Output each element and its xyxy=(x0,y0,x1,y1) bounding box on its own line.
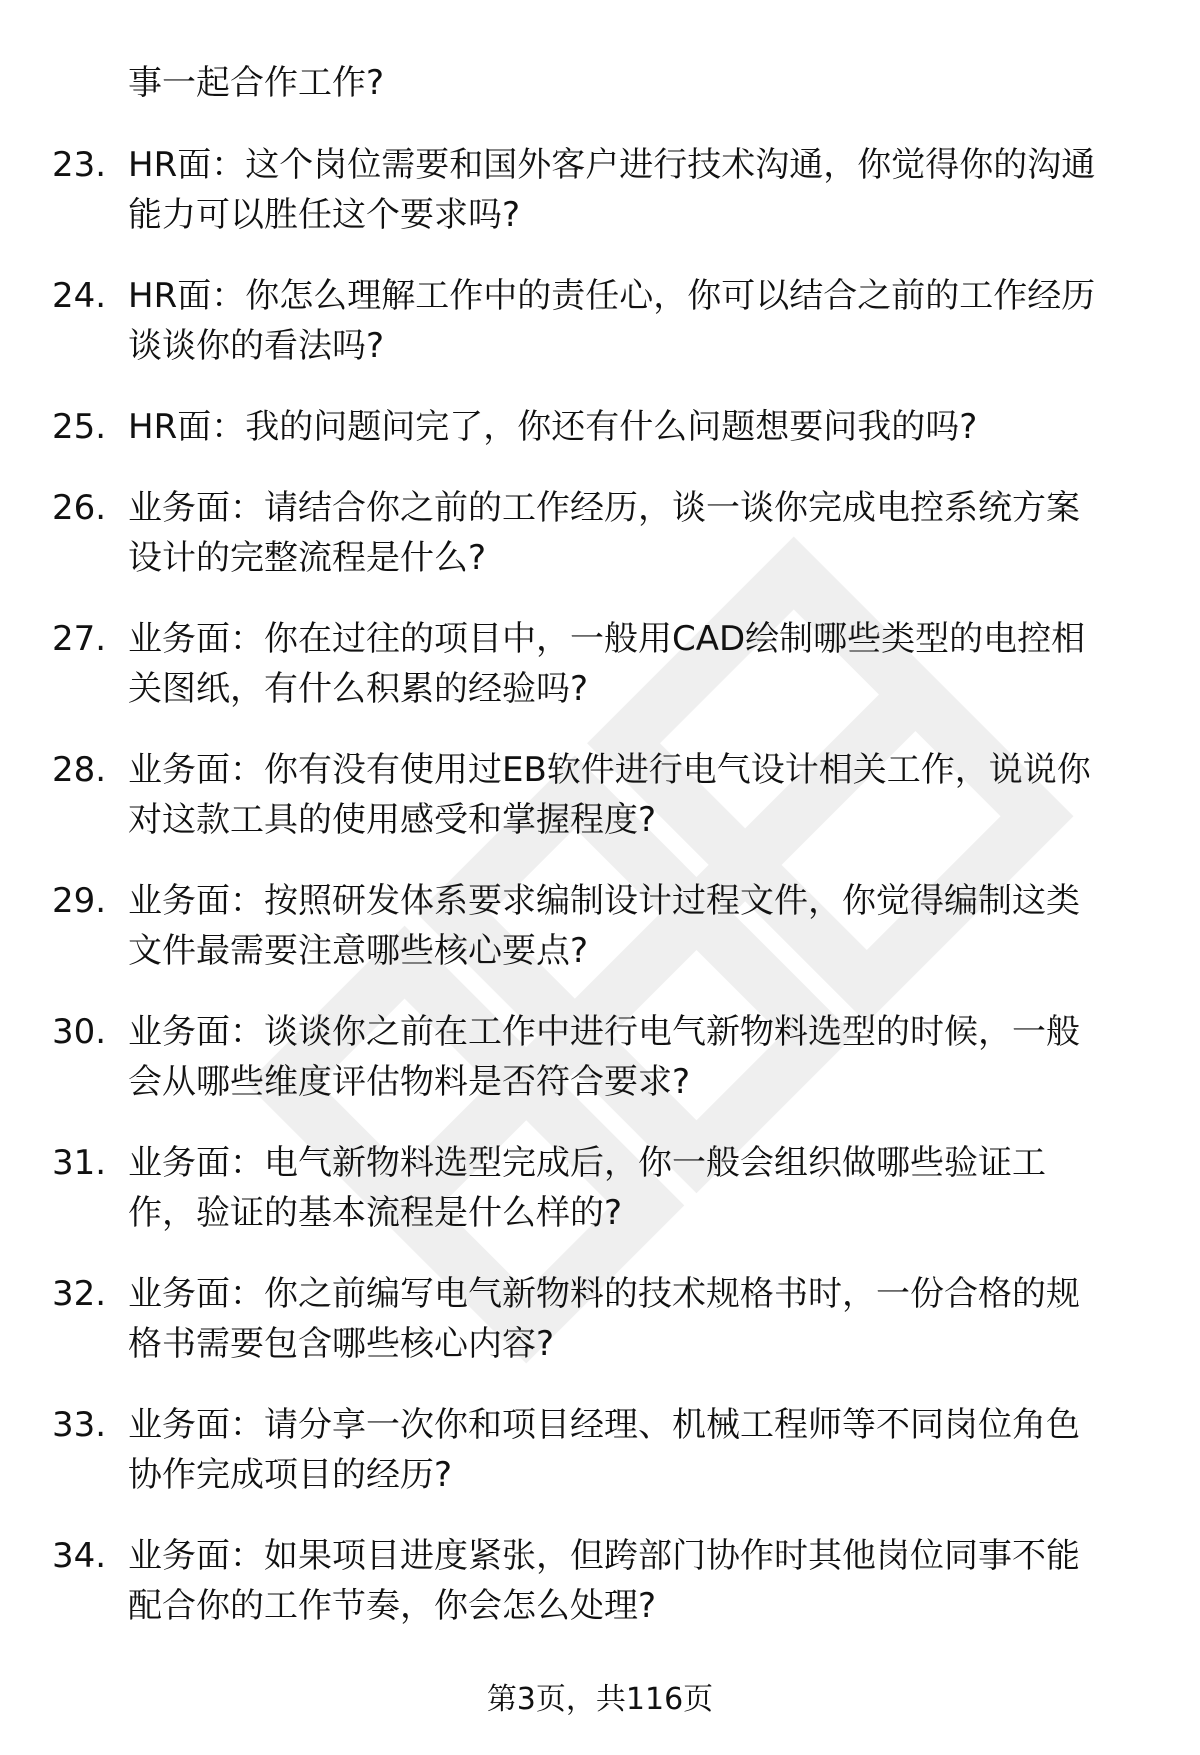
question-item xyxy=(0,1007,1200,1138)
question-text xyxy=(128,614,1158,714)
question-number: 30. xyxy=(52,1012,107,1052)
question-number: 29. xyxy=(52,881,107,921)
question-text xyxy=(128,271,1158,371)
question-text xyxy=(128,483,1158,583)
continued-question-text: 事一起合作工作? xyxy=(128,63,385,103)
question-line: 谈谈你的看法吗? xyxy=(128,326,385,366)
question-line: 设计的完整流程是什么? xyxy=(128,538,487,578)
question-line: 格书需要包含哪些核心内容? xyxy=(128,1324,555,1364)
question-line: 业务面：你有没有使用过EB软件进行电气设计相关工作，说说你 xyxy=(128,750,1091,790)
question-line: 作，验证的基本流程是什么样的? xyxy=(128,1193,623,1233)
question-line: 配合你的工作节奏，你会怎么处理? xyxy=(128,1586,657,1626)
question-text xyxy=(128,876,1158,976)
question-line: 对这款工具的使用感受和掌握程度? xyxy=(128,800,657,840)
question-line: 能力可以胜任这个要求吗? xyxy=(128,195,521,235)
question-number: 27. xyxy=(52,619,107,659)
question-text xyxy=(128,1138,1158,1238)
question-line: 业务面：如果项目进度紧张，但跨部门协作时其他岗位同事不能 xyxy=(128,1536,1080,1576)
question-text xyxy=(128,1007,1158,1107)
question-item xyxy=(0,402,1200,483)
question-item xyxy=(0,1138,1200,1269)
question-line: 协作完成项目的经历? xyxy=(128,1455,453,1495)
question-line: 业务面：按照研发体系要求编制设计过程文件，你觉得编制这类 xyxy=(128,881,1080,921)
question-item xyxy=(0,1269,1200,1400)
question-item xyxy=(0,745,1200,876)
question-item xyxy=(0,614,1200,745)
question-item xyxy=(0,271,1200,402)
question-number: 28. xyxy=(52,750,107,790)
question-item xyxy=(0,1400,1200,1531)
question-line: 业务面：电气新物料选型完成后，你一般会组织做哪些验证工 xyxy=(128,1143,1046,1183)
question-line: HR面：你怎么理解工作中的责任心，你可以结合之前的工作经历 xyxy=(128,276,1096,316)
question-number: 32. xyxy=(52,1274,107,1314)
question-text xyxy=(128,1531,1158,1631)
question-number: 31. xyxy=(52,1143,107,1183)
question-text xyxy=(128,1269,1158,1369)
question-number: 34. xyxy=(52,1536,107,1576)
page-footer: 第3页，共116页 xyxy=(486,1682,714,1717)
question-line: 业务面：谈谈你之前在工作中进行电气新物料选型的时候，一般 xyxy=(128,1012,1080,1052)
question-line: 会从哪些维度评估物料是否符合要求? xyxy=(128,1062,691,1102)
question-line: 业务面：你之前编写电气新物料的技术规格书时，一份合格的规 xyxy=(128,1274,1080,1314)
question-text xyxy=(128,745,1158,845)
question-number: 25. xyxy=(52,407,107,447)
question-list xyxy=(0,140,1200,1662)
question-item xyxy=(0,140,1200,271)
question-number: 26. xyxy=(52,488,107,528)
question-line: 业务面：你在过往的项目中，一般用CAD绘制哪些类型的电控相 xyxy=(128,619,1086,659)
question-number: 33. xyxy=(52,1405,107,1445)
question-text xyxy=(128,402,1158,452)
question-item xyxy=(0,876,1200,1007)
question-number: 23. xyxy=(52,145,107,185)
question-text xyxy=(128,140,1158,240)
question-text xyxy=(128,1400,1158,1500)
question-line: 业务面：请分享一次你和项目经理、机械工程师等不同岗位角色 xyxy=(128,1405,1080,1445)
question-line: 关图纸，有什么积累的经验吗? xyxy=(128,669,589,709)
question-line: 文件最需要注意哪些核心要点? xyxy=(128,931,589,971)
question-line: HR面：我的问题问完了，你还有什么问题想要问我的吗? xyxy=(128,407,978,447)
question-line: HR面：这个岗位需要和国外客户进行技术沟通，你觉得你的沟通 xyxy=(128,145,1096,185)
question-item xyxy=(0,483,1200,614)
question-line: 业务面：请结合你之前的工作经历，谈一谈你完成电控系统方案 xyxy=(128,488,1080,528)
question-number: 24. xyxy=(52,276,107,316)
question-item xyxy=(0,1531,1200,1662)
